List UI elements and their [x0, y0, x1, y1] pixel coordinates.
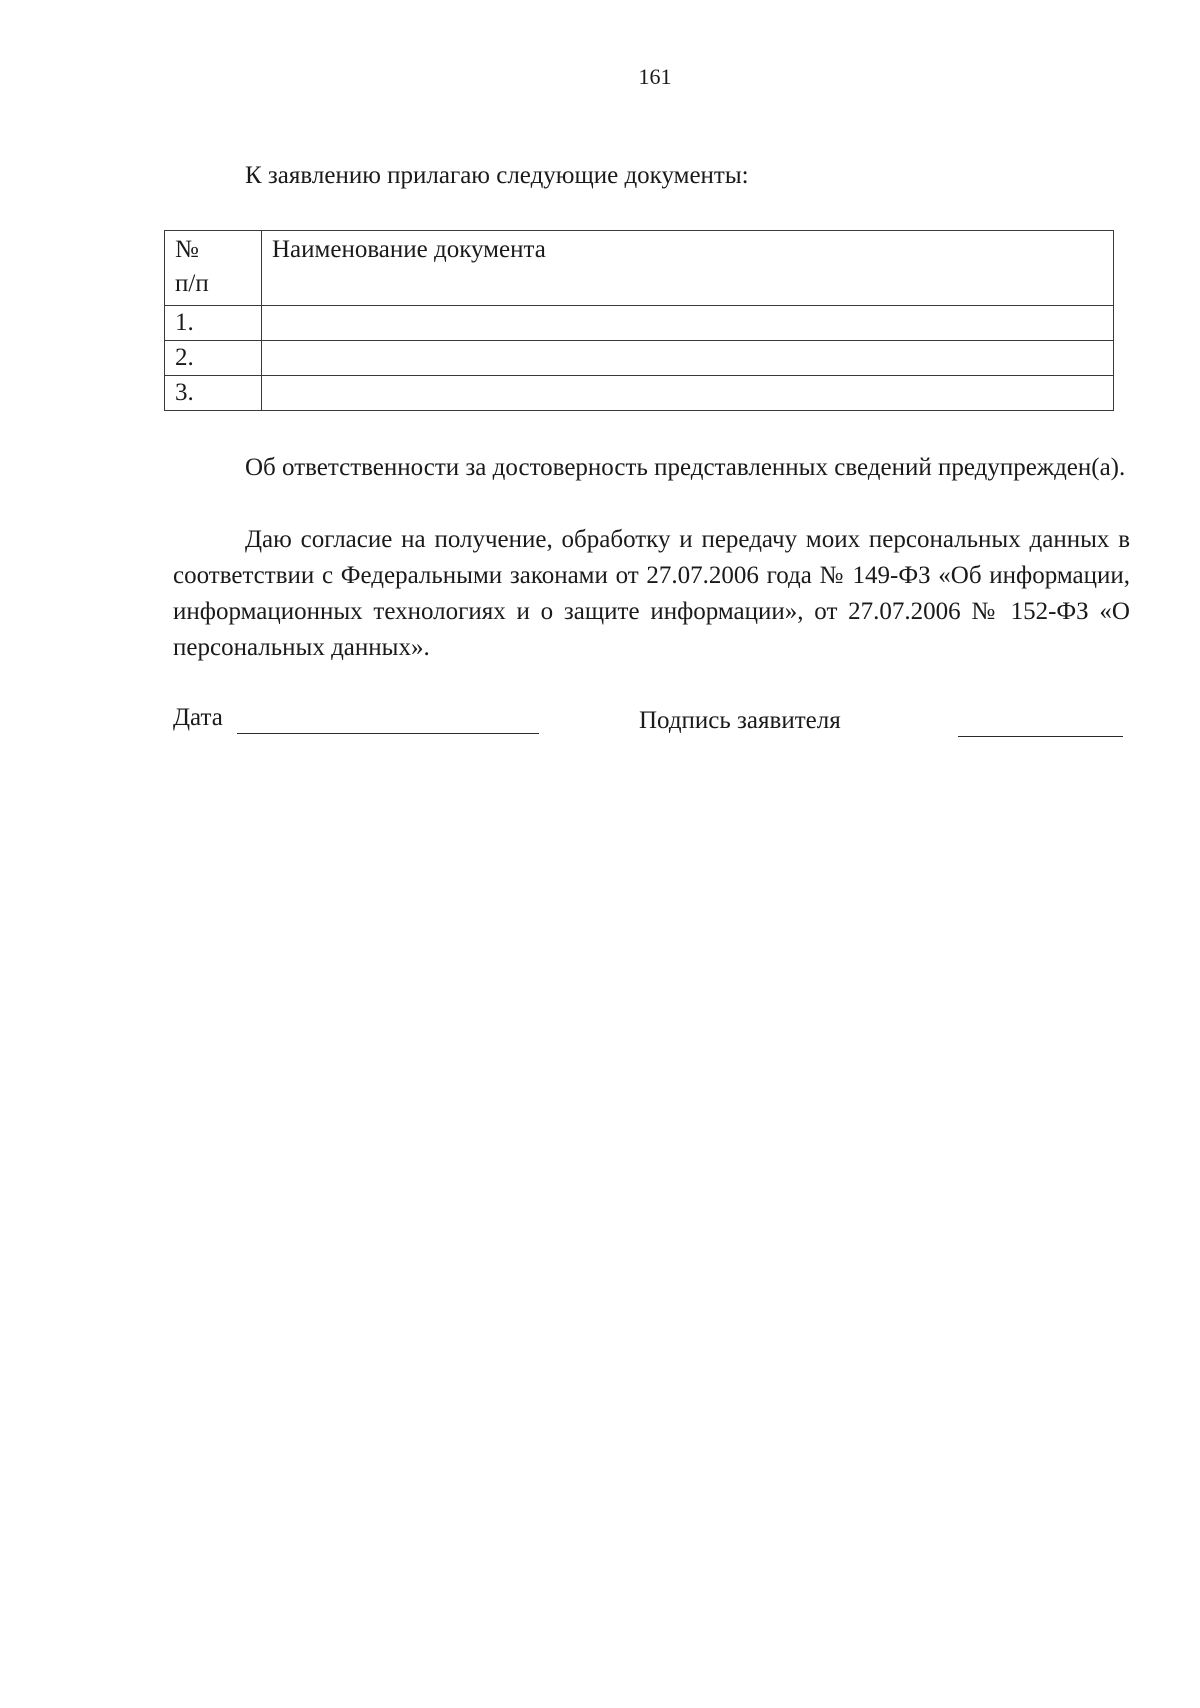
date-blank-line — [237, 733, 539, 734]
signature-label: Подпись заявителя — [639, 707, 841, 734]
table-row — [165, 306, 1114, 341]
row-document-name — [262, 341, 1114, 376]
header-number-cell — [165, 231, 262, 306]
row-number: 3. — [165, 376, 262, 411]
table-header-row — [165, 231, 1114, 306]
consent-text: Даю согласие на получение, обработку и передачу моих персональных данных в соответствии с Федеральными законами от 27.07.2006 года № 149-ФЗ «Об информации, информационных технологиях и о защите информации», от 27.07.2006 № 152-ФЗ «О персональных данных». — [173, 526, 1130, 661]
page-number: 161 — [638, 64, 672, 89]
header-document-name: Наименование документа — [262, 231, 1114, 306]
responsibility-paragraph — [173, 450, 1130, 486]
header-number-abbrev: п/п — [175, 270, 209, 297]
attachments-table — [164, 230, 1114, 411]
header-number-symbol: № — [175, 236, 199, 263]
table-row — [165, 376, 1114, 411]
consent-paragraph — [173, 522, 1130, 666]
signature-blank-line — [958, 736, 1123, 737]
row-number: 1. — [165, 306, 262, 341]
row-document-name — [262, 376, 1114, 411]
attachments-intro: К заявлению прилагаю следующие документы: — [245, 162, 749, 189]
row-document-name — [262, 306, 1114, 341]
table-row — [165, 341, 1114, 376]
responsibility-text: Об ответственности за достоверность представленных сведений предупрежден(а). — [245, 454, 1126, 481]
row-number: 2. — [165, 341, 262, 376]
signature-row — [173, 704, 1130, 744]
date-label: Дата — [173, 704, 223, 731]
